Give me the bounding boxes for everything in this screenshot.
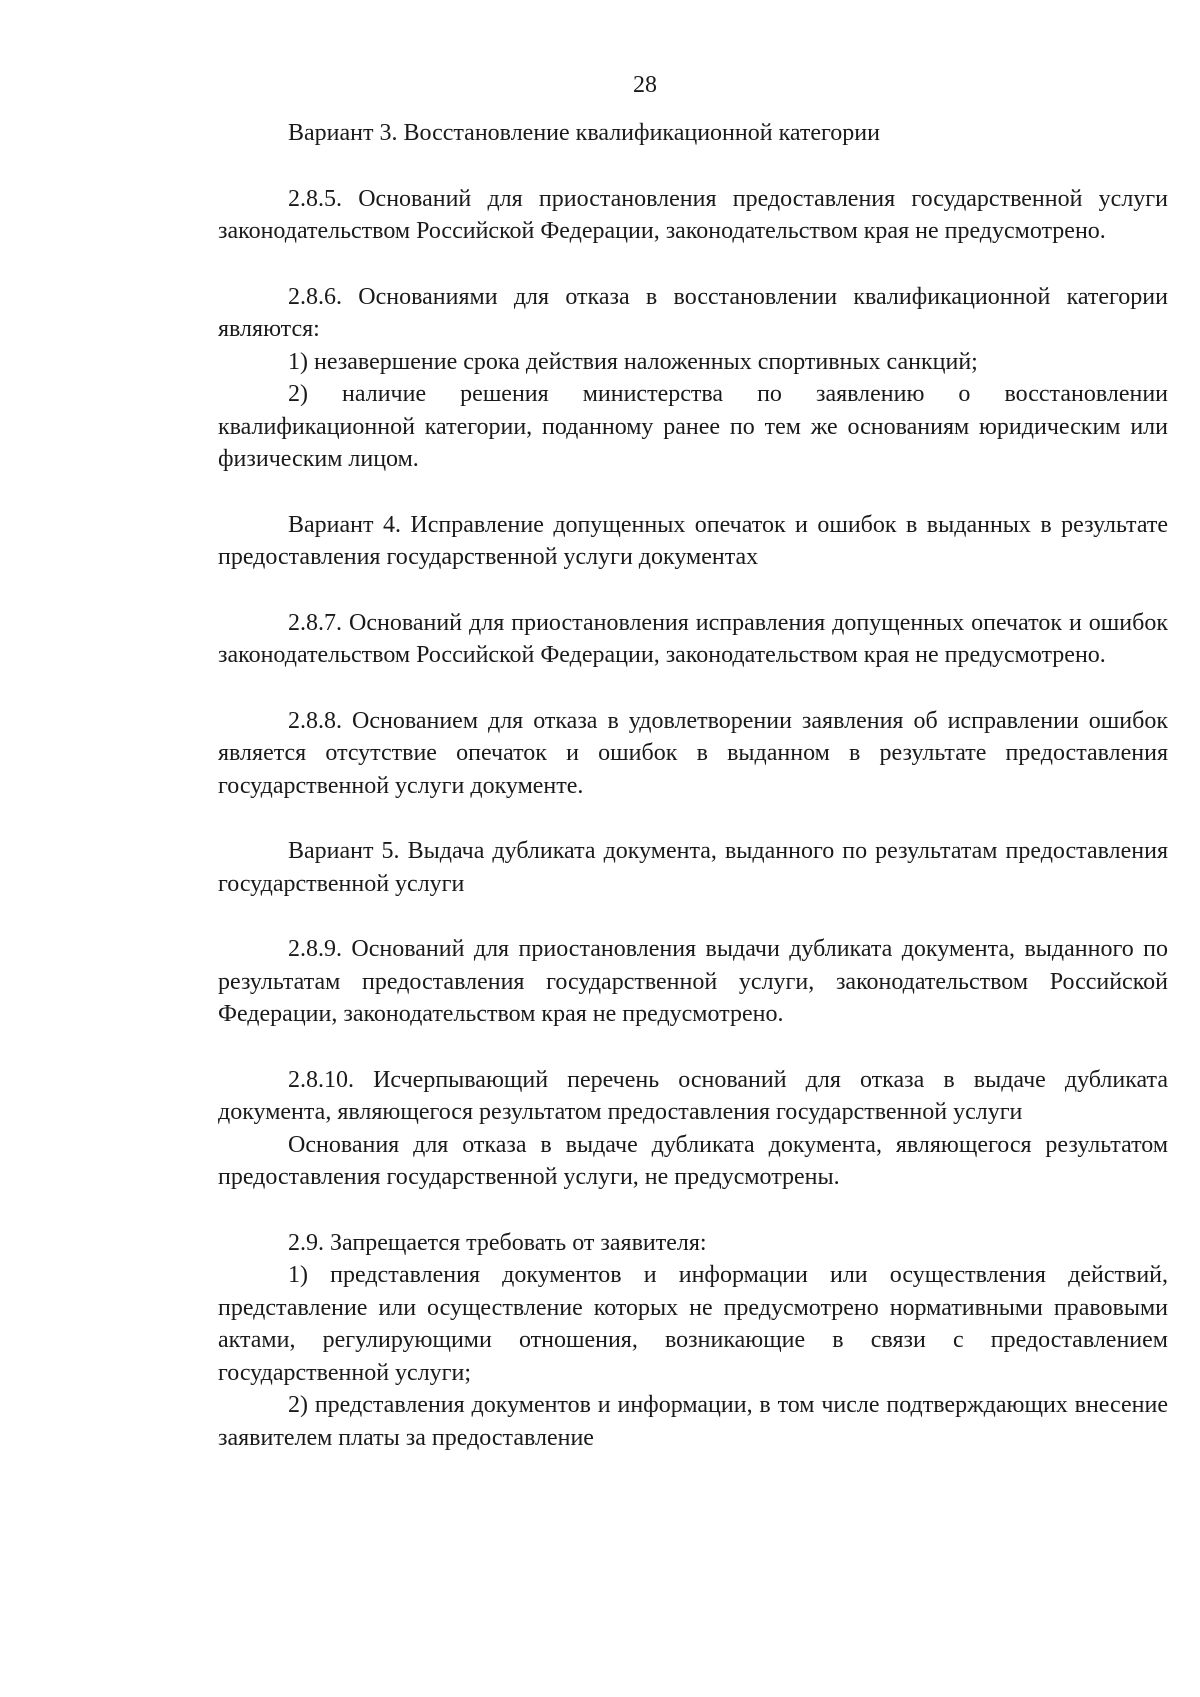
paragraph-2-8-6: 2.8.6. Основаниями для отказа в восстановлении квалификационной категории являются: <box>218 283 1168 342</box>
spacer <box>218 150 1168 183</box>
list-item-2-9-1: 1) представления документов и информации или осуществления действий, представление или осуществление которых не предусмотрено нормативными правовыми актами, регулирующими отношения, возникающие в связи с предоставлением государственной услуги; <box>218 1262 1168 1386</box>
spacer <box>218 574 1168 607</box>
list-item-2-8-6-1: 1) незавершение срока действия наложенных спортивных санкций; <box>288 348 978 375</box>
variant-3-heading: Вариант 3. Восстановление квалификационной категории <box>288 120 880 146</box>
page-number: 28 <box>633 72 657 98</box>
paragraph-2-8-7: 2.8.7. Оснований для приостановления исправления допущенных опечаток и ошибок законодательством Российской Федерации, законодательством края не предусмотрено. <box>218 609 1168 668</box>
spacer <box>218 672 1168 705</box>
paragraph-2-8-5: 2.8.5. Оснований для приостановления предоставления государственной услуги законодательством Российской Федерации, законодательством края не предусмотрено. <box>218 185 1168 244</box>
paragraph-2-8-8: 2.8.8. Основанием для отказа в удовлетворении заявления об исправлении ошибок является отсутствие опечаток и ошибок в выданном в результате предоставления государственной услуги документе. <box>218 707 1168 799</box>
paragraph-2-8-10: 2.8.10. Исчерпывающий перечень оснований для отказа в выдаче дубликата документа, являющегося результатом предоставления государственной услуги <box>218 1066 1168 1125</box>
spacer <box>218 1031 1168 1064</box>
variant-5-heading: Вариант 5. Выдача дубликата документа, выданного по результатам предоставления государственной услуги <box>218 838 1168 897</box>
spacer <box>218 802 1168 835</box>
spacer <box>218 1194 1168 1227</box>
paragraph-2-8-9: 2.8.9. Оснований для приостановления выдачи дубликата документа, выданного по результатам предоставления государственной услуги, законодательством Российской Федерации, законодательством края не предусмотрено. <box>218 936 1168 1027</box>
spacer <box>218 476 1168 509</box>
paragraph-2-8-10-body: Основания для отказа в выдаче дубликата документа, являющегося результатом предоставления государственной услуги, не предусмотрены. <box>218 1131 1168 1190</box>
spacer <box>218 248 1168 281</box>
document-body <box>218 117 1168 1454</box>
variant-4-heading: Вариант 4. Исправление допущенных опечаток и ошибок в выданных в результате предоставления государственной услуги документах <box>218 511 1168 570</box>
paragraph-2-9: 2.9. Запрещается требовать от заявителя: <box>288 1229 707 1256</box>
list-item-2-9-2: 2) представления документов и информации, в том числе подтверждающих внесение заявителем платы за предоставление <box>218 1392 1168 1451</box>
list-item-2-8-6-2: 2) наличие решения министерства по заявлению о восстановлении квалификационной категории, поданному ранее по тем же основаниям юридическим или физическим лицом. <box>218 381 1168 472</box>
spacer <box>218 900 1168 933</box>
